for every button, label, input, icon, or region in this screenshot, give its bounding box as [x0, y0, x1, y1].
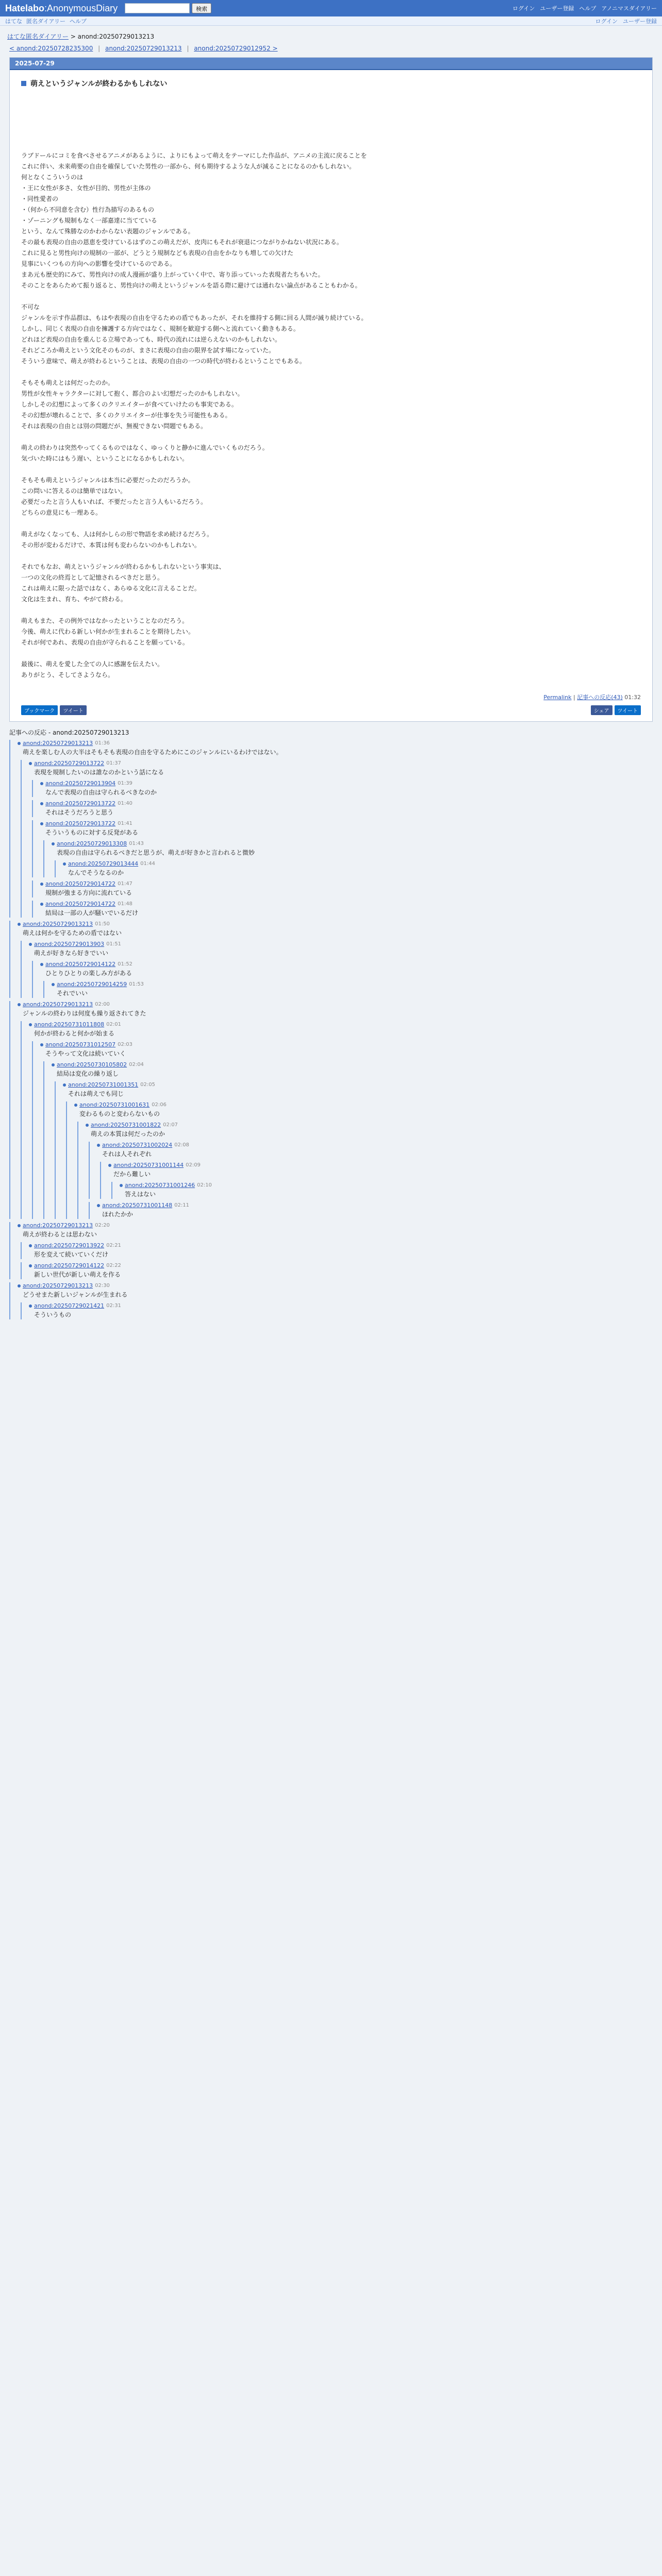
reply-text: なんでそうなるのか [68, 869, 124, 876]
reply-time: 02:04 [129, 1062, 144, 1067]
reply-time: 02:05 [140, 1082, 155, 1088]
reply-head [40, 820, 653, 827]
reply-link[interactable]: anond:20250729021421 [34, 1302, 105, 1309]
bullet-icon [29, 1304, 32, 1308]
bullet-icon [29, 1264, 32, 1267]
reply-text: そういうものに対する反発がある [45, 829, 139, 836]
sub-menu-help[interactable]: ヘルプ [70, 18, 87, 25]
reply-item [9, 1282, 653, 1319]
reply-item [55, 1081, 653, 1219]
reply-link[interactable]: anond:20250729013213 [23, 1001, 93, 1008]
reply-head [120, 1182, 653, 1189]
reply-link[interactable]: anond:20250729013904 [45, 780, 116, 787]
reply-item [9, 1222, 653, 1279]
reply-children [32, 961, 653, 998]
bullet-icon [18, 742, 21, 745]
entry-paragraph [21, 648, 641, 659]
entry-paragraph [21, 367, 641, 378]
reply-children [21, 941, 653, 998]
logo-main: Hatelabo [5, 3, 45, 13]
tweet-button-left[interactable]: ツイート [60, 705, 87, 715]
reply-link[interactable]: anond:20250729014722 [45, 880, 116, 887]
reply-children [32, 780, 653, 918]
reply-head [52, 840, 653, 847]
reply-text: そうやって文化は続いていく [45, 1050, 126, 1057]
reply-link[interactable]: anond:20250730105802 [57, 1061, 127, 1068]
reply-text: ほれたかか [102, 1211, 134, 1218]
reply-time: 01:52 [118, 961, 133, 967]
reply-children [21, 1302, 653, 1319]
reply-item [100, 1162, 653, 1199]
entry-paragraph: ・同性愛者の [21, 195, 59, 202]
reply-head [40, 880, 653, 887]
reply-text: 結局は変化の繰り返し [57, 1070, 119, 1077]
reply-link[interactable]: anond:20250729013213 [23, 1222, 93, 1229]
reply-time: 01:40 [118, 801, 133, 806]
reply-link[interactable]: anond:20250731001351 [68, 1081, 139, 1088]
entry-paragraph: 何となくこういうのは [21, 174, 84, 181]
reply-item [43, 1061, 653, 1219]
reply-time: 01:44 [140, 861, 155, 867]
entry-paragraph: そういう意味で、萌えが終わるということは、表現の自由の一つの時代が終わるということでもある。 [21, 358, 306, 365]
reply-head [40, 780, 653, 787]
reply-children [111, 1182, 653, 1199]
entry-paragraph: その形が変わるだけで、本質は何も変わらないのかもしれない。 [21, 541, 201, 549]
share-left [21, 705, 87, 715]
reply-time: 02:20 [95, 1223, 110, 1228]
reply-item [21, 1262, 653, 1279]
reply-link[interactable]: anond:20250729013308 [57, 840, 127, 847]
reply-text: 新しい世代が新しい萌えを作る [34, 1271, 121, 1278]
bullet-icon [18, 1003, 21, 1006]
entry-paragraph: ラブドールにコミを食べさせるアニメがあるように、よりにもよって萌えをテーマにした作品が、アニメの主流に戻ることを [21, 152, 367, 159]
reply-head [97, 1202, 653, 1209]
reply-head [63, 1081, 653, 1088]
reply-children [66, 1101, 653, 1219]
entry-paragraph [21, 518, 641, 529]
reply-item [21, 1021, 653, 1219]
reply-item [32, 800, 653, 817]
reply-link[interactable]: anond:20250731001144 [113, 1162, 184, 1168]
reply-link[interactable]: anond:20250731001822 [91, 1122, 161, 1128]
reply-head [29, 1021, 653, 1028]
sub-right-links [595, 17, 657, 25]
entry-paragraph: そもそも萌えというジャンルは本当に必要だったのだろうか。 [21, 477, 194, 484]
entry-paragraph: どちらの意見にも一理ある。 [21, 509, 102, 516]
reply-link[interactable]: anond:20250729013722 [45, 820, 116, 827]
reply-item [89, 1142, 653, 1199]
reply-item [21, 941, 653, 998]
reply-text: 変わるものと変わらないもの [79, 1110, 160, 1117]
reply-item [32, 780, 653, 797]
reply-item [77, 1122, 653, 1219]
reply-head [18, 1001, 653, 1008]
entry-nav [9, 45, 655, 52]
logo-sub: :AnonymousDiary [44, 3, 118, 13]
reply-item [9, 921, 653, 998]
tweet-button-right[interactable]: ツイート [615, 705, 641, 715]
reply-text: 表現を規制したいのは誰なのかという話になる [34, 769, 164, 776]
entry-paragraph [21, 291, 641, 302]
reply-link[interactable]: anond:20250731011808 [34, 1021, 105, 1028]
reply-children [21, 1242, 653, 1279]
reply-head [63, 860, 653, 867]
bullet-icon [40, 963, 43, 966]
reply-link[interactable]: anond:20250729013213 [23, 921, 93, 927]
reply-link[interactable]: anond:20250731002024 [102, 1142, 173, 1148]
thread-header: 記事への反応 - anond:20250729013213 [9, 729, 129, 736]
bullet-icon [52, 983, 55, 986]
reply-children [21, 760, 653, 918]
bullet-icon [40, 1043, 43, 1046]
bullet-icon [29, 1244, 32, 1247]
entry-article [21, 150, 641, 681]
reply-time: 01:48 [118, 901, 133, 907]
reply-head [52, 981, 653, 988]
reply-head [40, 961, 653, 968]
breadcrumb-sep: > [70, 33, 78, 40]
nav-sep: | [98, 45, 101, 52]
reply-link[interactable]: anond:20250729013922 [34, 1242, 105, 1249]
reply-item [32, 820, 653, 877]
reply-time: 02:07 [163, 1122, 178, 1128]
square-bullet-icon [21, 81, 26, 86]
reply-link[interactable]: anond:20250729014259 [57, 981, 127, 988]
bullet-icon [40, 883, 43, 886]
reply-children [55, 1081, 653, 1219]
reply-link[interactable]: anond:20250731001148 [102, 1202, 173, 1209]
share-right [591, 705, 641, 715]
reply-time: 01:39 [118, 781, 133, 786]
bullet-icon [40, 903, 43, 906]
reply-text: 萌えが好きなら好きでいい [34, 950, 109, 957]
reply-link[interactable]: anond:20250729013722 [45, 800, 116, 807]
trackback-link[interactable]: 記事への反応(43) [577, 694, 623, 701]
reply-children [21, 1021, 653, 1219]
reply-head [108, 1162, 653, 1168]
bullet-icon [29, 762, 32, 765]
reply-head [29, 1242, 653, 1249]
reply-time: 02:09 [186, 1162, 201, 1168]
entry-paragraph: ありがとう、そしてさようなら。 [21, 671, 114, 679]
reply-text: ひとりひとりの楽しみ方がある [45, 970, 133, 977]
entry-paragraph: それどころか萌えという文化そのものが、まさに表現の自由の限界を試す場になっていた。 [21, 347, 275, 354]
entry-paragraph: という、なんて殊勝なのかわからない表題のジャンルである。 [21, 228, 194, 235]
nav-home-link[interactable]: anond:20250729013213 [105, 45, 182, 52]
bullet-icon [52, 1063, 55, 1066]
reply-head [29, 1302, 653, 1309]
reply-item [32, 901, 653, 918]
reply-time: 01:53 [129, 981, 144, 987]
reply-text: それは萌えでも同じ [68, 1090, 124, 1097]
reply-link[interactable]: anond:20250729014122 [45, 961, 116, 968]
reply-text: だから難しい [113, 1171, 151, 1178]
reply-time: 02:00 [95, 1002, 110, 1007]
reply-text: 答えはない [125, 1191, 156, 1198]
entry-paragraph: これに伴い、未来萌要の自由を確保していた男性の一部から、何も期待するような人が減ることになるのかもしれない。 [21, 163, 356, 170]
bullet-icon [120, 1184, 123, 1187]
reply-time: 01:36 [95, 740, 110, 746]
entry-paragraph: これに見ると男性向けの規制の一部が、どうとう規制なども表現の自由をかなりも増しての欠けた [21, 249, 294, 257]
search-button[interactable]: 検索 [192, 3, 211, 13]
reply-text: 結局は一部の人が騒いでいるだけ [45, 909, 139, 917]
reply-head [29, 941, 653, 947]
reply-head [40, 1041, 653, 1048]
reply-text: 萌えの本質は何だったのか [91, 1130, 166, 1138]
reply-item [43, 840, 653, 877]
entry-paragraph: 一つの文化の終焉として記憶されるべきだと思う。 [21, 574, 164, 581]
reply-time: 02:30 [95, 1283, 110, 1289]
sub-link-login[interactable]: ログイン [595, 18, 618, 25]
reply-link[interactable]: anond:20250729013213 [23, 1282, 93, 1289]
reply-head [86, 1122, 653, 1128]
reply-time: 01:41 [118, 821, 133, 826]
reply-text: 萌えは何かを守るための盾ではない [23, 929, 122, 937]
entry-paragraph: 今後、萌えに代わる新しい何かが生まれることを期待したい。 [21, 628, 195, 635]
reply-head [52, 1061, 653, 1068]
reply-time: 01:47 [118, 881, 133, 887]
entry-title [21, 78, 641, 89]
entry-paragraph: 見事にいくつもの方向への影響を受けているのである。 [21, 260, 176, 267]
breadcrumb [7, 32, 655, 41]
reply-head [40, 901, 653, 907]
reply-link[interactable]: anond:20250729013213 [23, 740, 93, 747]
sub-menu [5, 17, 87, 25]
reply-text: 表現の自由は守られるべきだと思うが、萌えが好きかと言われると微妙 [57, 849, 255, 856]
reply-time: 01:37 [106, 760, 121, 766]
reply-head [74, 1101, 653, 1108]
top-link-diary[interactable]: アノニマスダイアリー [601, 5, 657, 12]
reply-text: 萌えを楽しむ人の大半はそもそも表現の自由を守るためにこのジャンルにいるわけではない。 [23, 749, 283, 756]
reply-head [18, 1222, 653, 1229]
bullet-icon [29, 1023, 32, 1026]
reply-link[interactable]: anond:20250731001246 [125, 1182, 195, 1189]
bullet-icon [97, 1144, 100, 1147]
reply-link[interactable]: anond:20250731001631 [79, 1101, 150, 1108]
reply-children [100, 1162, 653, 1199]
reply-thread [9, 740, 653, 1319]
entry-paragraph: どれほど表現の自由を重んじる立場であっても、時代の流れには逆らえないのかもしれない。 [21, 336, 281, 343]
reply-item [32, 880, 653, 897]
bookmark-button[interactable]: ブックマーク [21, 705, 58, 715]
entry-paragraph: しかし、同じく表現の自由を擁護する方向ではなく、規制を歓迎する側へと流れていく動きもある。 [21, 325, 300, 332]
reply-head [29, 760, 653, 767]
entry-paragraph: 気づいた時にはもう遅い、ということになるかもしれない。 [21, 455, 189, 462]
reply-link[interactable]: anond:20250729014722 [45, 901, 116, 907]
reply-head [18, 921, 653, 927]
reply-head [18, 1282, 653, 1289]
site-logo[interactable] [5, 3, 118, 14]
reply-time: 01:51 [106, 941, 121, 947]
bullet-icon [52, 842, 55, 845]
reply-time: 02:10 [197, 1182, 212, 1188]
sub-menu-diary[interactable]: 匿名ダイアリー [26, 18, 66, 25]
top-link-login[interactable]: ログイン [512, 5, 535, 12]
reply-text: それは人それぞれ [102, 1150, 152, 1158]
bullet-icon [108, 1164, 111, 1167]
top-links [512, 4, 657, 12]
reply-text: それはそうだろうと思う [45, 809, 114, 816]
entry-time: 01:32 [624, 694, 641, 701]
bullet-icon [97, 1204, 100, 1207]
top-bar [0, 0, 662, 16]
reply-children [43, 840, 653, 877]
entry-paragraph: これは萌えに限った話ではなく、あらゆる文化に言えることだ。 [21, 585, 201, 592]
top-link-help[interactable]: ヘルプ [579, 5, 597, 12]
reply-time: 02:03 [118, 1042, 133, 1047]
entry-body [10, 70, 652, 721]
reply-item [32, 1041, 653, 1219]
reply-time: 02:22 [106, 1263, 121, 1268]
entry-paragraph: 萌えがなくなっても、人は何かしらの形で物語を求め続けるだろう。 [21, 531, 213, 538]
top-link-register[interactable]: ユーザー登録 [540, 5, 574, 12]
breadcrumb-current: anond:20250729013213 [77, 33, 155, 40]
reply-item [55, 860, 653, 877]
entry-paragraph: ジャンルを示す作品群は、もはや表現の自由を守るための盾でもあったが、それを維持する側に回る人間が減り続けている。 [21, 314, 368, 321]
entry-paragraph: しかしその幻想によって多くのクリエイターが食べていけたのも事実である。 [21, 401, 238, 408]
reply-text: どうせまた新しいジャンルが生まれる [23, 1291, 128, 1298]
reply-time: 02:06 [152, 1102, 167, 1108]
bullet-icon [18, 1224, 21, 1227]
reply-item [9, 1001, 653, 1219]
permalink-link[interactable]: Permalink [543, 694, 572, 701]
nav-prev-link[interactable]: < anond:20250728235300 [9, 45, 93, 52]
reply-item [43, 981, 653, 998]
bullet-icon [29, 943, 32, 946]
reply-children [89, 1142, 653, 1219]
entry-paragraph: ・（何から不同意を含む）性行為描写のあるもの [21, 206, 155, 213]
entry-paragraph: 最後に、萌えを愛した全ての人に感謝を伝えたい。 [21, 660, 164, 668]
entry-paragraph: それは表現の自由とは別の問題だが、無視できない問題でもある。 [21, 422, 207, 430]
reply-item [32, 961, 653, 998]
reply-time: 02:08 [174, 1142, 189, 1148]
reply-head [97, 1142, 653, 1148]
entry-paragraph: ・王に女性が多さ、女性が目的、男性が主体の [21, 184, 151, 192]
entry-paragraph: 男性が女性キャラクターに対して抱く、都合のよい幻想だったのかもしれない。 [21, 390, 244, 397]
reply-link[interactable]: anond:20250729013444 [68, 860, 139, 867]
entry-paragraph: 萌えの終わりは突然やってくるものではなく、ゆっくりと静かに進んでいくものだろう。 [21, 444, 269, 451]
bullet-icon [74, 1104, 77, 1107]
reply-time: 02:11 [174, 1202, 189, 1208]
reply-head [29, 1262, 653, 1269]
bullet-icon [40, 782, 43, 785]
entry-paragraph: この問いに答えるのは簡単ではない。 [21, 487, 127, 495]
entry-paragraph: そのことをあらためて振り返ると、男性向けの萌えというジャンルを語る際に避けては通れない論点があることもわかる。 [21, 282, 361, 289]
entry-date: 2025-07-29 [10, 58, 652, 70]
reply-children [32, 1041, 653, 1219]
sub-menu-hatena[interactable]: はてな [5, 18, 22, 25]
bullet-icon [18, 923, 21, 926]
share-bar [21, 705, 641, 715]
bullet-icon [86, 1124, 89, 1127]
reply-children [55, 860, 653, 877]
bullet-icon [18, 1284, 21, 1287]
reply-time: 02:21 [106, 1243, 121, 1248]
entry-paragraph [21, 432, 641, 443]
reply-item [111, 1182, 653, 1199]
reply-head [18, 740, 653, 747]
entry-paragraph: 必要だったと言う人もいれば、不要だったと言う人もいるだろう。 [21, 498, 207, 505]
reply-children [43, 1061, 653, 1219]
main-content [0, 32, 662, 1319]
reply-link[interactable]: anond:20250729013722 [34, 760, 105, 767]
entry-paragraph: 文化は生まれ、育ち、やがて終わる。 [21, 596, 127, 603]
bullet-icon [63, 862, 66, 866]
reply-item [66, 1101, 653, 1219]
reply-text: 何かが終わると何かが始まる [34, 1030, 115, 1037]
entry-paragraph: 不可な [21, 303, 40, 311]
reply-text: 規制が強まる方向に流れている [45, 889, 133, 896]
entry-paragraph: まあ元も歴史的にみて、男性向けの成人漫画が盛り上がっていく中で、寄り添っていった表現者たちもいた。 [21, 271, 324, 278]
share-button[interactable]: シェア [591, 705, 613, 715]
reply-time: 02:31 [106, 1303, 121, 1309]
entry-paragraph: そもそも萌えとは何だったのか。 [21, 379, 114, 386]
entry-paragraph: その最も表現の自由の恩恵を受けているはずのこの萌えだが、皮肉にもそれが衰退につながりかねない状況にある。 [21, 239, 343, 246]
search-input[interactable] [125, 3, 190, 13]
reply-item [89, 1202, 653, 1219]
reply-time: 01:50 [95, 921, 110, 927]
reply-item [21, 1242, 653, 1259]
entry-title-text[interactable]: 萌えというジャンルが終わるかもしれない [30, 80, 168, 88]
entry-paragraph: 萌えもまた、その例外ではなかったということなのだろう。 [21, 617, 189, 624]
entry-paragraph: ・ゾーニングも規制もなく一部嘉達に当てている [21, 217, 157, 224]
reply-text: そういうもの [34, 1311, 72, 1318]
reply-text: 形を変えて続いていくだけ [34, 1251, 109, 1258]
entry-paragraph: それでもなお、萌えというジャンルが終わるかもしれないという事実は、 [21, 563, 225, 570]
breadcrumb-home[interactable]: はてな匿名ダイアリー [7, 33, 69, 40]
reply-head [40, 800, 653, 807]
reply-link[interactable]: anond:20250729014122 [34, 1262, 105, 1269]
nav-next-link[interactable]: anond:20250729012952 > [194, 45, 278, 52]
reply-item [21, 760, 653, 918]
sub-link-register[interactable]: ユーザー登録 [623, 18, 657, 25]
bullet-icon [40, 802, 43, 805]
entry-paragraph [21, 605, 641, 616]
entry-paragraph: それが何であれ、表現の自由が守られることを願っている。 [21, 639, 189, 646]
reply-time: 02:01 [106, 1022, 121, 1027]
reply-link[interactable]: anond:20250729013903 [34, 941, 105, 947]
reply-text: 萌えが終わるとは思わない [23, 1231, 97, 1238]
reply-text: なんで表現の自由は守られるべきなのか [45, 789, 157, 796]
entry-footer: Permalink | 記事への反応(43) 01:32 [543, 694, 641, 701]
entry-paragraph: その幻想が壊れることで、多くのクリエイターが仕事を失う可能性もある。 [21, 412, 231, 419]
reply-text: それでいい [57, 990, 88, 997]
entry-paragraph [21, 464, 641, 475]
reply-children [77, 1122, 653, 1219]
reply-text: ジャンルの終わりは何度も繰り返されてきた [23, 1010, 146, 1017]
reply-time: 01:43 [129, 841, 144, 846]
entry-panel [9, 57, 653, 722]
sub-bar [0, 16, 662, 26]
bullet-icon [63, 1083, 66, 1087]
reply-children [43, 981, 653, 998]
nav-sep: | [187, 45, 189, 52]
reply-item [21, 1302, 653, 1319]
bullet-icon [40, 822, 43, 825]
entry-paragraph [21, 551, 641, 562]
reply-link[interactable]: anond:20250731012507 [45, 1041, 116, 1048]
reply-item [9, 740, 653, 918]
